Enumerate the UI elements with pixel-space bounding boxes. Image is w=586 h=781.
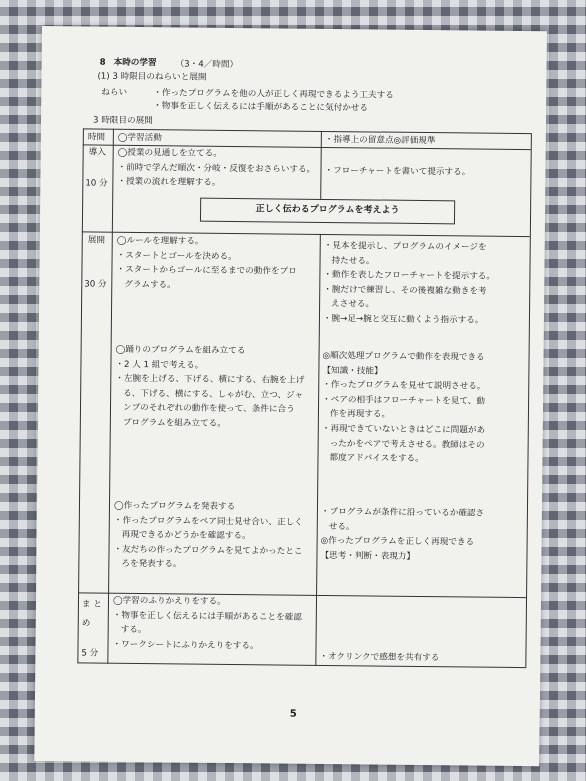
column-header-activities: ◯学習活動 (117, 132, 162, 144)
note-intro: ・フローチャートを書いて提示する。 (324, 165, 471, 178)
time-minutes-summary: 5 分 (81, 648, 99, 659)
column-header-time: 時間 (87, 132, 106, 143)
section-number: 8 (99, 57, 106, 68)
aim-label: ねらい (101, 87, 128, 98)
time-label-intro: 導入 (88, 147, 106, 158)
time-minutes-development: 30 分 (84, 279, 107, 290)
section-time: （3・4／時間） (175, 59, 239, 71)
subsection-development-heading: 3 時限目の展開 (92, 115, 153, 127)
activities-intro: ◯授業の見通しを立てる。 ・前時で学んだ順次・分岐・反復をおさらいする。 ・授業の流れを理解する。 (117, 147, 316, 189)
activities-development-rules: ◯ルールを理解する。 ・スタートとゴールを決める。 ・スタートからゴールに至るまでの動作をプロ グラムする。 (116, 235, 297, 291)
activities-development-dance: ◯踊りのプログラムを組み立てる ・2 人 1 組で考える。 ・左腕を上げる、下げる、横にする、右腕を上げ る、下げる、横にする、しゃがむ、立つ、ジャ ンプのそれぞれの動作を使って、条件に合う プログラムを組み立てる。 (115, 344, 305, 429)
note-summary: ・オクリンクで感想を共有する (319, 651, 440, 664)
aim-item: ・物事を正しく伝えるには手順があることに気付かせる (153, 101, 369, 114)
time-minutes-intro: 10 分 (85, 178, 108, 189)
notes-development-present: ・プログラムが条件に沿っているか確認さ せる。 ◎作ったプログラムを正しく再現できる 【思考・判断・表現力】 (320, 506, 485, 562)
lesson-theme-banner: 正しく伝わるプログラムを考えよう (200, 198, 455, 225)
subsection-aims-heading: (1) 3 時限目のねらいと展開 (97, 71, 207, 83)
document-page (34, 26, 547, 766)
page-number: 5 (289, 708, 297, 720)
aim-item: ・作ったプログラムを他の人が正しく再現できるよう工夫する (153, 88, 394, 101)
lesson-table (42, 26, 547, 31)
notes-development-dance: ◎順次処理プログラムで動作を表現できる 【知識・技能】 ・作ったプログラムを見せて説明させる。 ・ペアの相手はフローチャートを見て、動 作を再現する。 ・再現できていないときはどこに問題があ ったかをペアで考えさせる。教師はその 都度アドバイスをする。 (321, 350, 486, 465)
activities-development-present: ◯作ったプログラムを発表する ・作ったプログラムをペア同士見せ合い、正しく 再現できるかどうかを確認する。 ・友だちの作ったプログラムを見てよかったとこ ろを発表する。 (113, 500, 303, 570)
column-header-notes: ・指導上の留意点◎評価規準 (324, 134, 436, 147)
time-label-summary: ま と め (81, 599, 102, 629)
activities-summary: ◯学習のふりかえりをする。 ・物事を正しく伝えるには手順があることを確認 する。 ・ワークシートにふりかえりをする。 (112, 595, 302, 652)
notes-development-rules: ・見本を提示し、プログラムのイメージを 持たせる。 ・動作を表したフローチャートを提示する。 ・腕だけで練習し、その後複雑な動きを考 えさせる。 ・腕→足→腕と交互に動くよう指示する。 (322, 240, 496, 326)
section-title: 本時の学習 (113, 57, 157, 69)
time-label-development: 展開 (87, 235, 106, 246)
